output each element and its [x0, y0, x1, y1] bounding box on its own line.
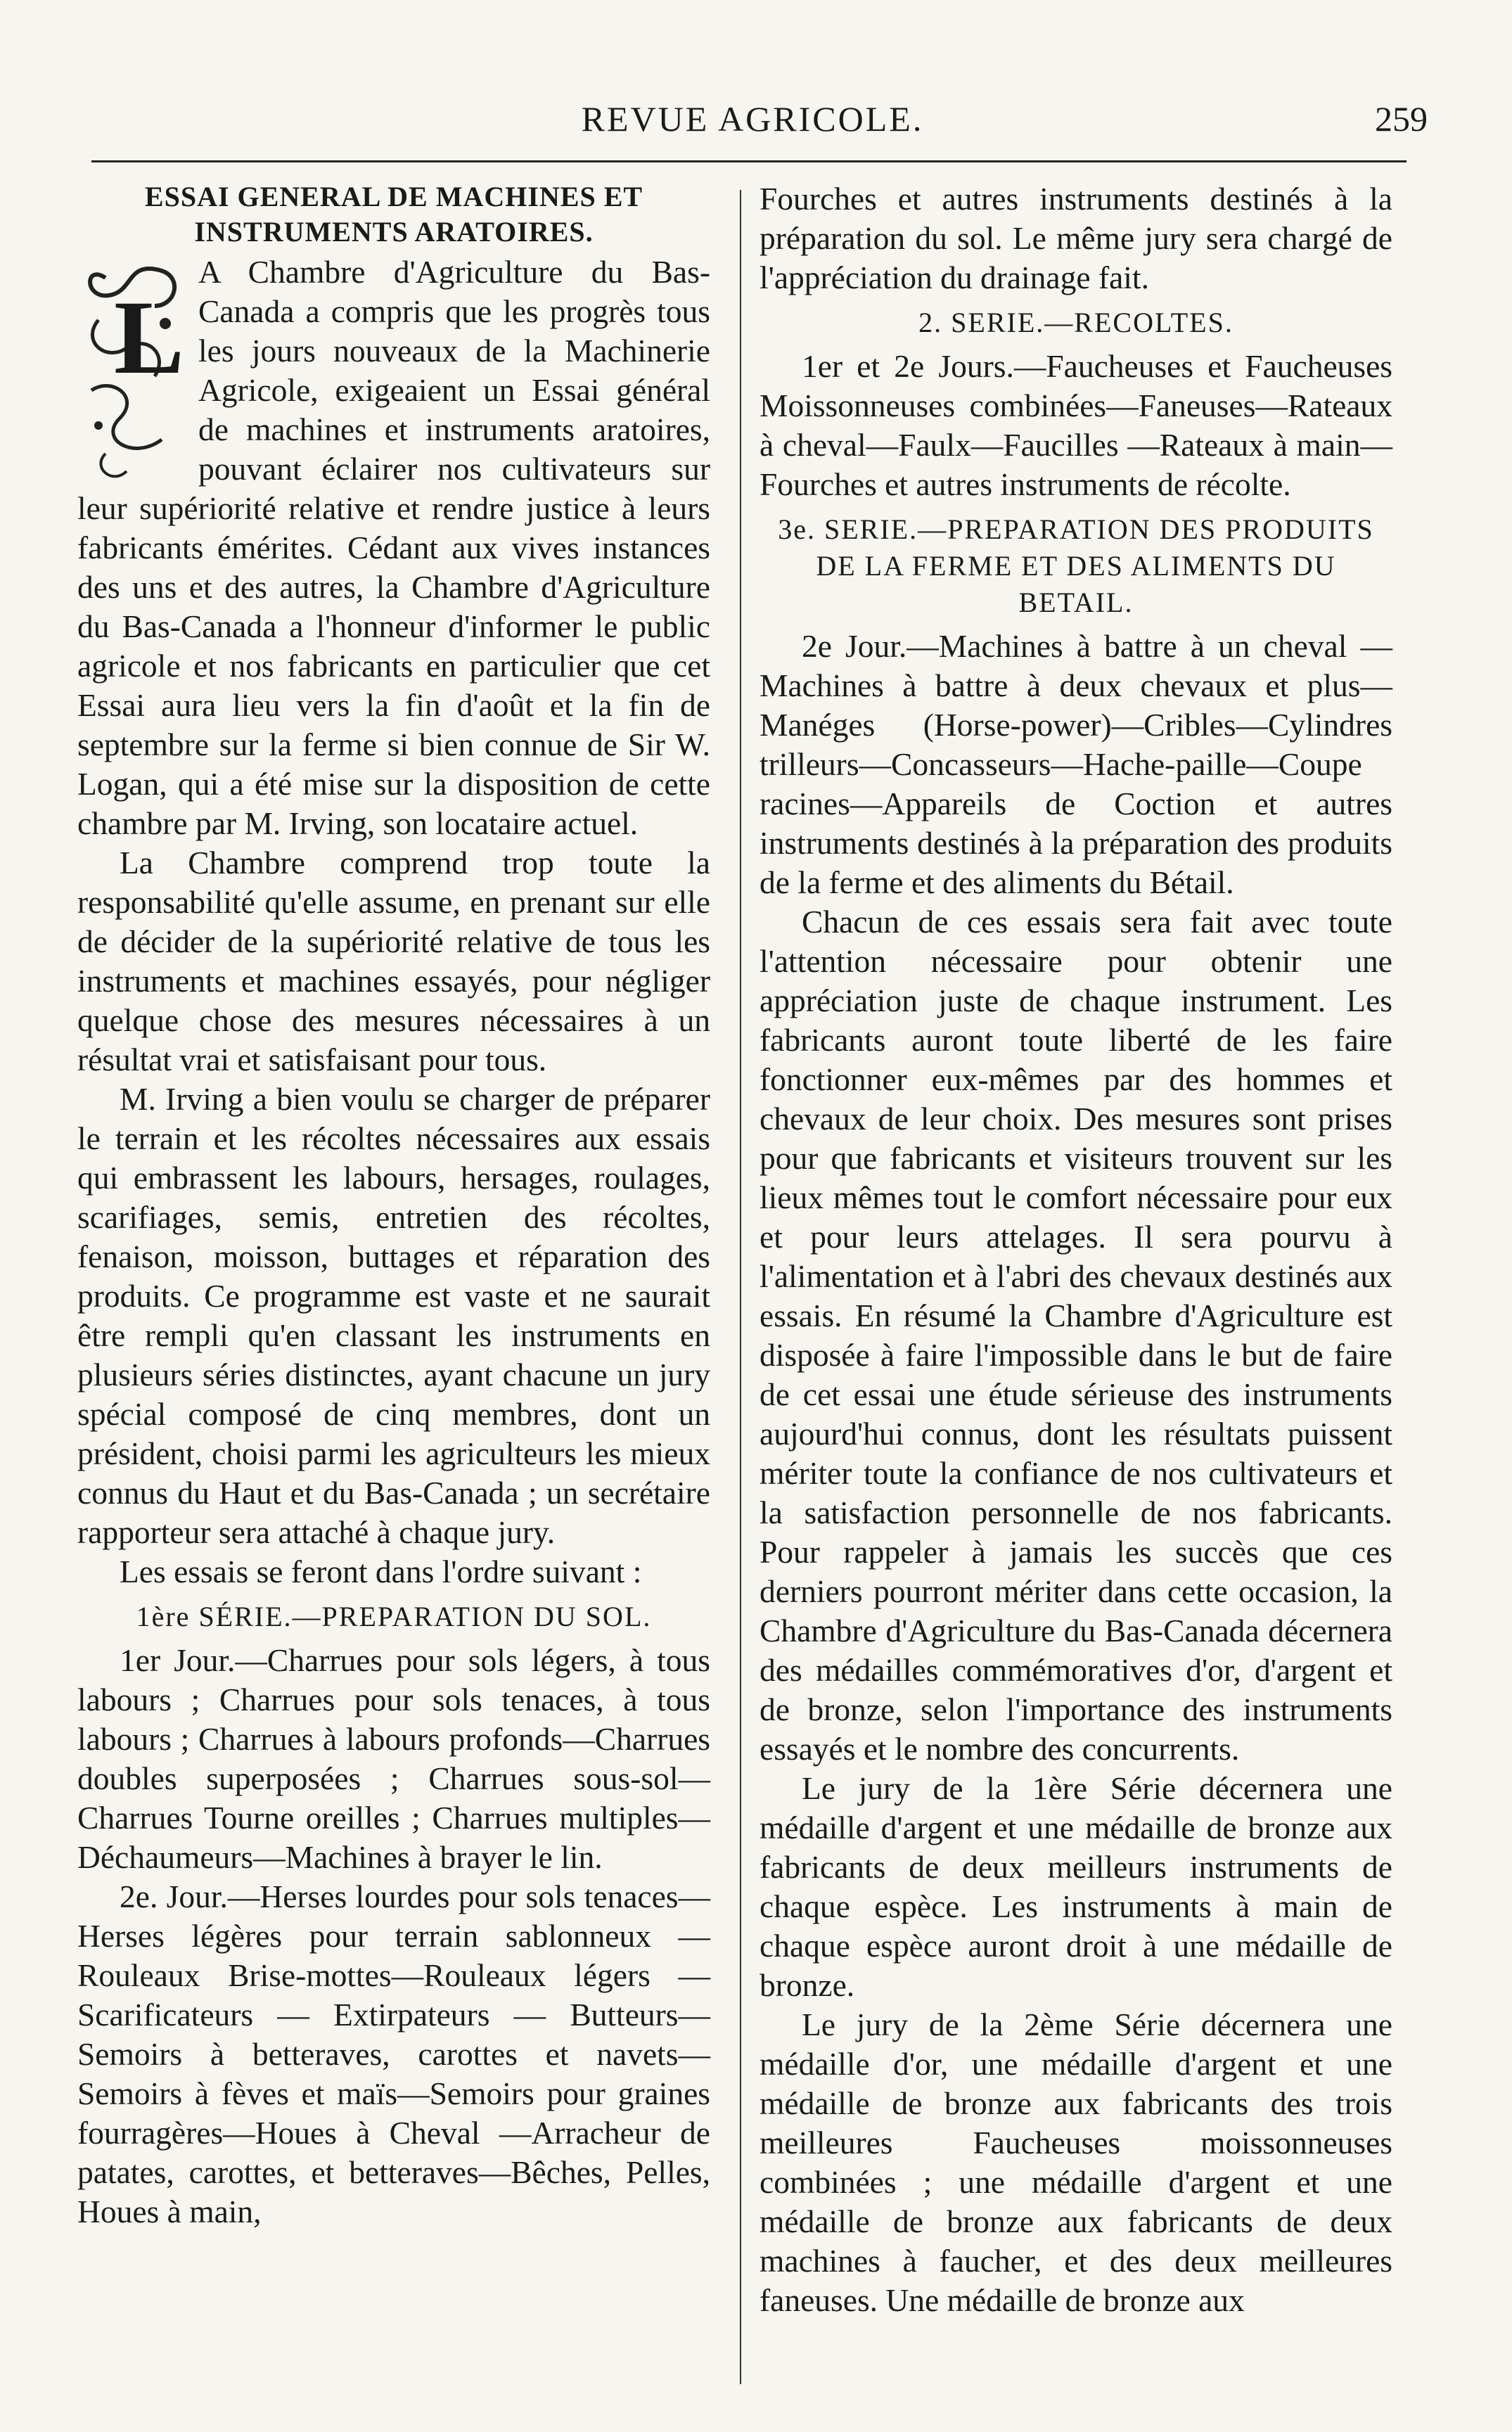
article-title: ESSAI GENERAL DE MACHINES ET INSTRUMENTS ARATOIRES. — [144, 181, 643, 248]
paragraph: 1er et 2e Jours.—Faucheuses et Faucheuses Moissonneuses combinées—Faneuses—Rateaux à cheval—Faulx—Faucilles —Rateaux à main—Fourches et autres instruments de récolte. — [760, 348, 1392, 502]
running-title: REVUE AGRICOLE. — [581, 99, 924, 139]
paragraph: Fourches et autres instruments destinés à la préparation du sol. Le même jury sera chargé de l'appréciation du drainage fait. — [760, 181, 1392, 295]
paragraph: 2e. Jour.—Herses lourdes pour sols tenaces—Herses légères pour terrain sablonneux — Rouleaux Brise-mottes—Rouleaux légers — Scarificateurs — Extirpateurs — Butteurs—Semoirs à betteraves, carottes et navets—Semoirs à fèves et maïs—Semoirs pour graines fourragères—Houes à Cheval —Arracheur de patates, carottes, et betteraves—Bêches, Pelles, Houes à main, — [77, 1879, 710, 2229]
opening-paragraph-block — [77, 252, 710, 843]
section-heading: 2. SERIE.—RECOLTES. — [918, 307, 1234, 338]
paragraph: A Chambre d'Agriculture du Bas-Canada a compris que les progrès tous les jours nouveaux de la Machinerie Agricole, exigeaient un Essai général de machines et instruments aratoires, pouvant éclairer nos cultivateurs sur leur supériorité relative et rendre justice à leurs fabricants émérites. Cédant aux vives instances des uns et des autres, la Chambre d'Agriculture du Bas-Canada a l'honneur d'informer le public agricole et nos fabricants en particulier que cet Essai aura lieu vers la fin d'août et la fin de septembre sur la ferme si bien connue de Sir W. Logan, qui a été mise sur la disposition de cette chambre par M. Irving, son locataire actuel. — [77, 254, 710, 841]
column-divider — [740, 190, 741, 2384]
paragraph: M. Irving a bien voulu se charger de préparer le terrain et les récoltes nécessaires aux essais qui embrassent les labours, hersages, roulages, scarifiages, semis, entretien des récoltes, fenaison, moisson, buttages et réparation des produits. Ce programme est vaste et ne saurait être rempli qu'en classant les instruments en plusieurs séries distinctes, ayant chacune un jury spécial composé de cinq membres, dont un président, choisi parmi les agriculteurs les mieux connus du Haut et du Bas-Canada ; un secrétaire rapporteur sera attaché à chaque jury. — [77, 1081, 710, 1550]
ornamental-dropcap — [77, 257, 190, 489]
section-heading: 1ère SÉRIE.—PREPARATION DU SOL. — [136, 1601, 652, 1632]
paragraph: La Chambre comprend trop toute la responsabilité qu'elle assume, en prenant sur elle de décider de la supériorité relative de tous les instruments et machines essayés, pour négliger quelque chose des mesures nécessaires à un résultat vrai et satisfaisant pour tous. — [77, 845, 710, 1077]
paragraph: Le jury de la 1ère Série décernera une médaille d'argent et une médaille de bronze aux fabricants de deux meilleurs instruments de chaque espèce. Les instruments à main de chaque espèce auront droit à une médaille de bronze. — [760, 1770, 1392, 2003]
paragraph: 2e Jour.—Machines à battre à un cheval —Machines à battre à deux chevaux et plus—Manéges (Horse-power)—Cribles—Cylindres trilleurs—Concasseurs—Hache-paille—Coupe racines—Appareils de Coction et autres instruments destinés à la préparation des produits de la ferme et des aliments du Bétail. — [760, 628, 1392, 900]
header-rule — [91, 160, 1407, 162]
page-number: 259 — [1375, 99, 1428, 139]
paragraph: Le jury de la 2ème Série décernera une médaille d'or, une médaille d'argent et une médaille de bronze aux fabricants des trois meilleures Faucheuses moissonneuses combinées ; une médaille d'argent et une médaille de bronze aux fabricants de deux machines à faucher, et des deux meilleures faneuses. Une médaille de bronze aux — [760, 2007, 1392, 2318]
paragraph: Chacun de ces essais sera fait avec toute l'attention nécessaire pour obtenir une appréciation juste de chaque instrument. Les fabricants auront toute liberté de les faire fonctionner eux-mêmes par des hommes et chevaux de leur choix. Des mesures sont prises pour que fabricants et visiteurs trouvent sur les lieux mêmes tout le comfort nécessaire pour eux et pour leurs attelages. Il sera pourvu à l'alimentation et à l'abri des chevaux destinés aux essais. En résumé la Chambre d'Agriculture est disposée à faire l'impossible dans le but de faire de cet essai une étude sérieuse des instruments aujourd'hui connus, dont les résultats puissent mériter toute la confiance de nos cultivateurs et la satisfaction personnelle de nos fabricants. Pour rappeler à jamais les succès que ces derniers pourront mériter dans cette occasion, la Chambre d'Agriculture du Bas-Canada décernera des médailles commémoratives d'or, d'argent et de bronze, selon l'importance des instruments essayés et le nombre des concurrents. — [760, 904, 1392, 1767]
left-column — [77, 179, 710, 2232]
right-column — [760, 179, 1392, 2320]
running-head — [77, 98, 1428, 148]
paragraph: Les essais se feront dans l'ordre suivant : — [120, 1554, 642, 1589]
dropcap-letter: L — [114, 279, 185, 396]
paragraph: 1er Jour.—Charrues pour sols légers, à tous labours ; Charrues pour sols tenaces, à tous labours ; Charrues à labours profonds—Charrues doubles superposées ; Charrues sous-sol—Charrues Tourne oreilles ; Charrues multiples—Déchaumeurs—Machines à brayer le lin. — [77, 1642, 710, 1875]
section-heading: 3e. SERIE.—PREPARATION DES PRODUITS DE LA FERME ET DES ALIMENTS DU BETAIL. — [778, 513, 1374, 618]
